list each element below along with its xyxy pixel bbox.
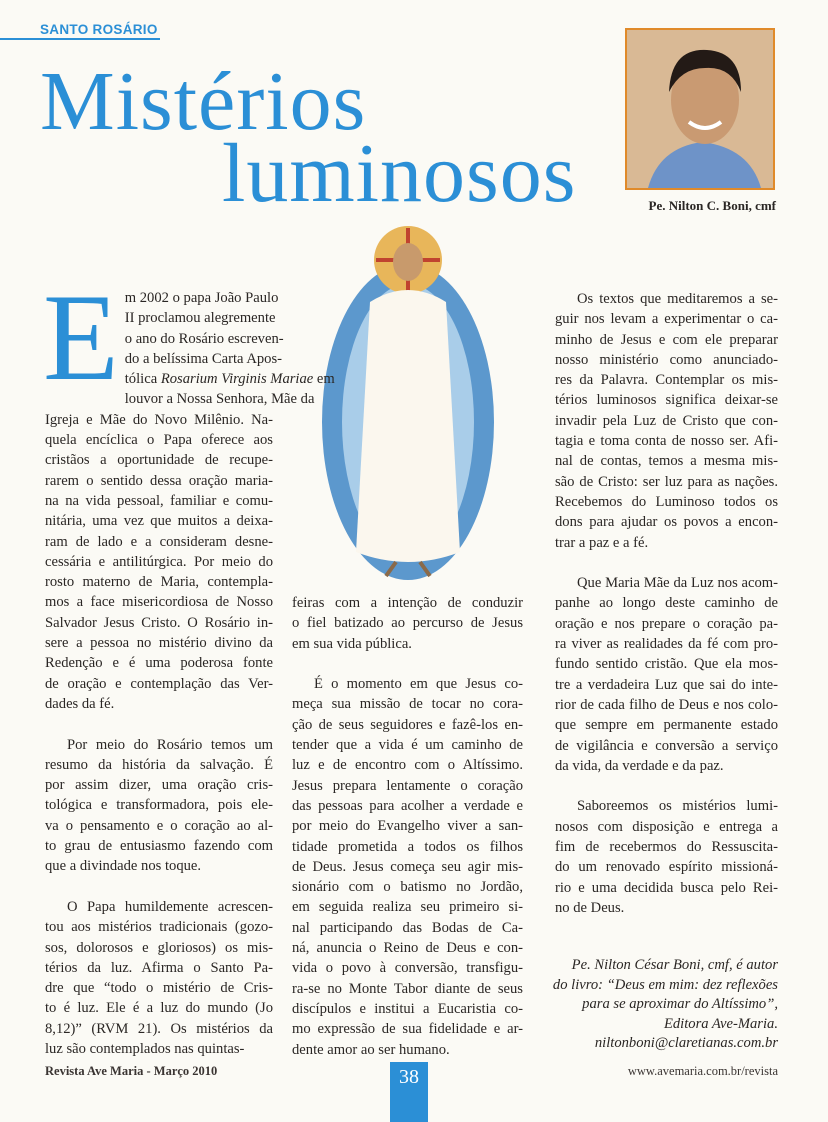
text-line: luz e de encontro com o Altíssimo. [292,757,523,774]
text-line: tou aos mistérios tradicionais (gozo- [45,919,273,936]
text-line: Igreja e Mãe do Novo Milênio. Na- [45,411,273,428]
text-line: va o pensamento e o coração ao al- [45,817,273,834]
text-line: Recebemos do Luminoso todos os [555,493,778,510]
transfiguration-illustration [300,222,515,584]
text-line: O Papa humildemente acrescen- [67,898,273,915]
paragraph [292,593,523,654]
text-line: 8,12)” (RVM 21). Os mistérios da [45,1020,273,1037]
footer-magazine-issue: Revista Ave Maria - Março 2010 [45,1064,218,1078]
article-column-3 [555,289,778,939]
text-line: meça sua missão de tocar no cora- [292,696,523,713]
text-line: to grau de entusiasmo fazendo com [45,838,273,855]
text-line: Jesus prepara lentamente o coração [292,777,523,794]
article-column-1 [43,269,335,1080]
text-line: em seguida realiza seu primeiro si- [292,899,523,916]
text-line: sere a pessoa no mistério divino da [45,635,273,652]
text-line: ná, anuncia o Reino de Deus e con- [292,940,523,957]
bio-line: niltonboni@claretianas.com.br [594,1035,778,1051]
text-line: mos a face misericordiosa de Nosso [45,594,273,611]
text-line: dente amor ao ser humano. [292,1041,450,1058]
paragraph [555,289,778,553]
text-line: m 2002 o papa João Paulo [124,290,279,306]
text-line: o ano do Rosário escreven- [124,330,284,347]
text-line: ram de lado e a consideram desne- [45,533,273,550]
text-line: ra-se no Monte Tabor diante de seus [292,980,523,997]
article-column-2 [292,593,523,1080]
italic-title: Rosarium Virginis Mariae [160,371,314,388]
text-line: resumo da história da salvação. É [45,756,273,773]
text-line: Saboreemos os mistérios lumi- [577,798,778,815]
text-line: nal participando das Bodas de Ca- [292,919,523,936]
text-line: que a divindade nos toque. [45,858,202,875]
text-line: rio e uma decidida busca pelo Rei- [555,879,778,896]
text-line: por meio do Evangelho viver a san- [292,818,523,835]
text-line: trar a paz e a fé. [555,534,649,551]
text-line: térios luminosos significa deixar-se [555,392,778,409]
text-line: Os textos que meditaremos a se- [577,291,778,307]
text-line: Salvador Jesus Cristo. O Rosário in- [45,614,273,631]
paragraph [45,735,273,877]
text-line: em sua vida pública. [292,635,412,652]
text-line: discípulos e institui a Eucaristia co- [292,1000,523,1017]
text-line: quela encíclica o Papa oferece aos [45,432,273,449]
text-line: tender que a vida é um caminho de [292,737,523,754]
footer-website: www.avemaria.com.br/revista [627,1064,778,1078]
text-line: nitária, uma vez que muitos a deixa- [45,513,273,530]
paragraph [45,897,273,1059]
text-line: rosto materno de Maria, contempla- [45,574,273,591]
title-line-2: luminosos [222,127,577,220]
text-segment: tólica [124,371,161,388]
text-line: dades da fé. [45,695,115,712]
author-bio [553,956,778,1054]
bio-line: Pe. Nilton César Boni, cmf, é autor [571,957,778,973]
text-line: do um renovado espírito missioná- [555,859,778,876]
text-line: dre que “todo o mistério de Cris- [45,980,273,997]
author-caption: Pe. Nilton C. Boni, cmf [648,198,776,213]
text-line: nosos com disposição e entrega a [555,818,778,835]
section-rule [0,38,160,40]
paragraph [292,674,523,1060]
text-line: res da Palavra. Contemplar os mis- [555,372,778,389]
text-line: no de Deus. [555,899,625,916]
text-line: cessária e antilitúrgica. Por meio do [45,553,273,570]
text-line: térios da luz. Afirma o Santo Pa- [45,959,273,976]
drop-cap: E [43,269,119,406]
text-line: II proclamou alegremente [124,310,276,327]
text-line: ra viver as realidades da fé com pro- [555,636,778,653]
text-line: tidade prometida a todos os filhos [292,838,523,855]
text-line: vida o povo à conversão, transfigu- [292,960,523,977]
text-line: ção de seus seguidores e fazê-los en- [292,716,523,733]
text-line: panhe ao longo deste caminho de [555,595,778,612]
text-line: de vigilância e conversão a serviço [555,737,778,754]
text-line: da vida, da verdade e da paz. [555,757,724,774]
text-line: de Deus. Jesus começa seu agir mis- [292,858,523,875]
text-line: tológica e transformadora, pois ele- [45,797,273,814]
text-line: de oração e contemplação das Ver- [45,675,273,692]
text-line: mo expressão de sua fidelidade e ar- [292,1021,523,1038]
text-line: dons para ajudar os povos a encon- [555,514,778,531]
text-line: Por meio do Rosário temos um [67,736,273,753]
title-line-1: Mistérios [40,55,367,148]
text-line: cristãos a oportunidade de recupe- [45,452,273,469]
text-line: que sempre em permanente estado [555,717,778,734]
text-line: tagia e toma conta de nosso ser. Afi- [555,433,778,450]
text-line: tre a verdadeira Luz que sai do inte- [555,676,778,693]
text-line: Que Maria Mãe da Luz nos acom- [577,575,778,592]
paragraph [555,796,778,918]
text-line: do a belíssima Carta Apos- [124,350,283,367]
text-line: louvor a Nossa Senhora, Mãe da [124,391,315,408]
text-line: rior de cada filho de Deus e nos colo- [555,696,778,713]
text-line: das pessoas para acolher a verdade e [292,797,523,814]
bio-line: Editora Ave-Maria. [663,1015,778,1032]
author-photo [625,28,775,190]
text-line: Redenção e é uma poderosa fonte [45,655,273,672]
text-line: fim de recebermos do Ressuscita- [555,839,778,856]
bio-line: do livro: “Deus em mim: dez reflexões [552,976,778,993]
page-number: 38 [390,1062,428,1122]
text-line: sionário com o batismo no Jordão, [292,879,523,896]
text-line: sos, dolorosos e gloriosos) os mis- [45,939,273,956]
text-line: guir nos levam a experimentar o ca- [555,311,778,328]
text-line: nal de contas, temos a mesma mis- [555,453,778,470]
text-segment: em [313,371,335,388]
text-line: É o momento em que Jesus co- [314,676,523,693]
text-line: minho de Jesus e com ele preparar [555,331,778,348]
text-line: to é luz. Ele é a luz do mundo (Jo [45,1000,273,1017]
text-line: invadir pela Luz de Cristo que con- [555,412,778,429]
bio-line: para se aproximar do Altíssimo”, [582,996,778,1012]
text-line: nosso ministério como anunciado- [555,351,778,368]
paragraph [43,269,335,714]
paragraph [555,573,778,776]
text-line: na na vida pessoal, familiar e comu- [45,492,273,509]
text-line: luz são contemplados nas quintas- [45,1040,245,1057]
text-line: oração e nos prepare o coração pa- [555,615,778,632]
text-line: feiras com a intenção de conduzir [292,595,523,611]
section-label: SANTO ROSÁRIO [40,22,158,37]
text-line: o fiel batizado ao percurso de Jesus [292,615,523,632]
text-line: por assim dizer, uma oração cris- [45,777,273,794]
text-line: fundo sentido cristão. Que ela mos- [555,656,778,673]
text-line: são de Cristo: ser luz para as nações. [555,473,778,490]
text-line: rarem o sentido dessa oração maria- [45,472,273,489]
